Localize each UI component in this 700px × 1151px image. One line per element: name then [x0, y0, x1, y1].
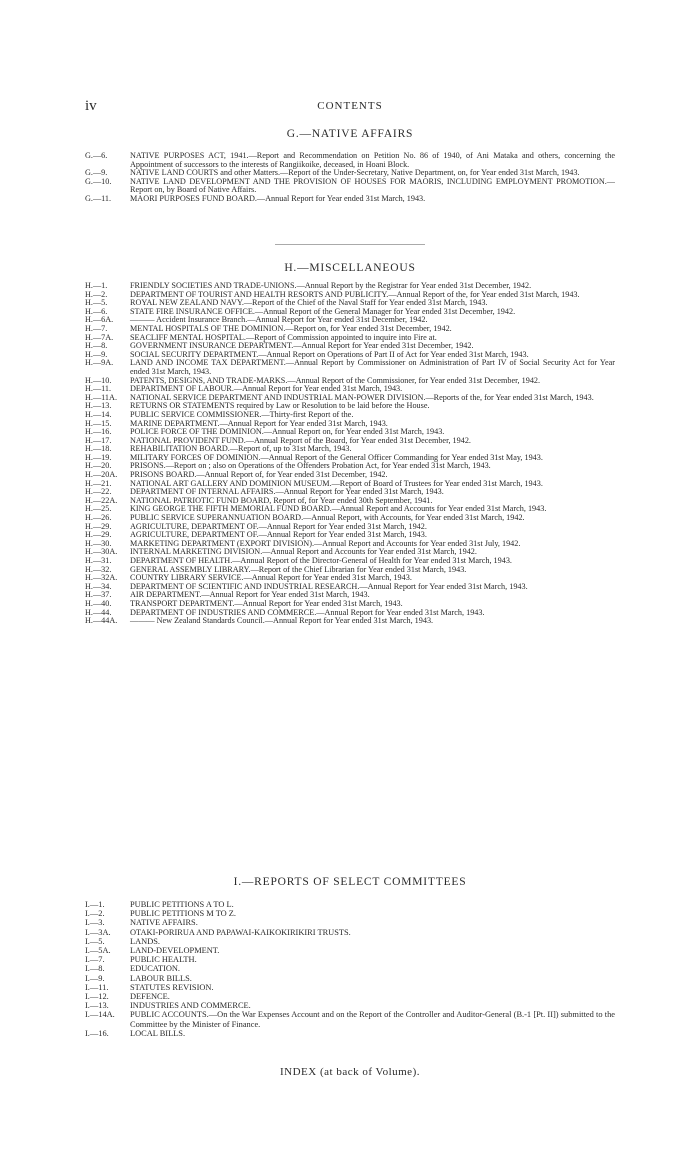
list-item: [85, 1010, 615, 1028]
entry-code: H.—2.: [85, 289, 108, 299]
entry-text: SEACLIFF MENTAL HOSPITAL.—Report of Commission appointed to inquire into Fire at.: [130, 332, 437, 342]
entry-code: H.—22A.: [85, 495, 118, 505]
entry-text: PUBLIC PETITIONS A TO L.: [130, 900, 234, 909]
section-h-entries: [85, 282, 615, 626]
entry-text: NATIONAL PROVIDENT FUND.—Annual Report of the Board, for Year ended 31st December, 1942.: [130, 435, 471, 445]
entry-text: AIR DEPARTMENT.—Annual Report for Year ended 31st March, 1943.: [130, 590, 370, 600]
entry-code: I.—9.: [85, 973, 105, 983]
running-head: CONTENTS: [317, 100, 383, 112]
entry-text: DEPARTMENT OF LABOUR.—Annual Report for Year ended 31st March, 1943.: [130, 384, 403, 394]
list-item: [85, 909, 615, 918]
entry-code: H.—6A.: [85, 315, 114, 325]
entry-text: POLICE FORCE OF THE DOMINION.—Annual Report on, for Year ended 31st March, 1943.: [130, 427, 445, 437]
list-item: [85, 1029, 615, 1038]
entry-text: NATIVE LAND COURTS and other Matters.—Report of the Under-Secretary, Native Department, on, for Year ended 31st March, 1943.: [130, 168, 580, 178]
section-divider: [275, 244, 425, 245]
entry-text: NATIONAL SERVICE DEPARTMENT AND INDUSTRIAL MAN-POWER DIVISION.—Reports of the, for Year ended 31st March, 1943.: [130, 392, 594, 402]
entry-code: H.—10.: [85, 375, 112, 385]
entry-code: G.—10.: [85, 176, 112, 186]
entry-code: H.—13.: [85, 401, 112, 411]
entry-code: H.—11.: [85, 384, 112, 394]
list-item: [85, 617, 615, 626]
entry-code: H.—7.: [85, 323, 108, 333]
entry-code: H.—37.: [85, 590, 112, 600]
entry-text: STATE FIRE INSURANCE OFFICE.—Annual Report of the General Manager for Year ended 31st December, 1942.: [130, 306, 516, 316]
entry-code: I.—5A.: [85, 946, 111, 956]
section-i-entries: [85, 900, 615, 1038]
entry-text: EDUCATION.: [130, 964, 181, 974]
entry-text: PUBLIC SERVICE SUPERANNUATION BOARD.—Annual Report, with Accounts, for Year ended 31st March, 1942.: [130, 513, 525, 523]
entry-code: I.—2.: [85, 909, 105, 919]
list-item: [85, 918, 615, 927]
entry-code: I.—11.: [85, 982, 109, 992]
entry-code: H.—5.: [85, 298, 108, 308]
entry-code: H.—44A.: [85, 616, 118, 626]
entry-text: GOVERNMENT INSURANCE DEPARTMENT.—Annual Report for Year ended 31st December, 1942.: [130, 341, 474, 351]
entry-code: G.—6.: [85, 151, 108, 160]
entry-text: NATIVE PURPOSES ACT, 1941.—Report and Recommendation on Petition No. 86 of 1940, of Ani Mataka and others, concerning the Appointment of successors to the interests of Rangiikoike, deceased, in Hoani Block.: [130, 151, 615, 169]
entry-text: MENTAL HOSPITALS OF THE DOMINION.—Report on, for Year ended 31st December, 1942.: [130, 323, 452, 333]
entry-text: ——— Accident Insurance Branch.—Annual Report for Year ended 31st December, 1942.: [130, 315, 428, 325]
entry-code: H.—26.: [85, 513, 112, 523]
list-item: [85, 955, 615, 964]
entry-code: H.—32A.: [85, 573, 118, 583]
entry-text: LAND-DEVELOPMENT.: [130, 946, 220, 956]
entry-code: I.—1.: [85, 900, 105, 909]
entry-text: AGRICULTURE, DEPARTMENT OF.—Annual Report for Year ended 31st March, 1942.: [130, 521, 427, 531]
entry-text: DEFENCE.: [130, 992, 170, 1002]
entry-text: INTERNAL MARKETING DIVISION.—Annual Report and Accounts for Year ended 31st March, 1942.: [130, 547, 477, 557]
entry-text: NATIONAL PATRIOTIC FUND BOARD, Report of, for Year ended 30th September, 1941.: [130, 495, 433, 505]
entry-text: DEPARTMENT OF TOURIST AND HEALTH RESORTS AND PUBLICITY.—Annual Report of the, for Year ended 31st March, 1943.: [130, 289, 580, 299]
entry-text: OTAKI-PORIRUA AND PAPAWAI-KAIKOKIRIKIRI TRUSTS.: [130, 927, 351, 937]
entry-text: PUBLIC SERVICE COMMISSIONER.—Thirty-first Report of the.: [130, 409, 354, 419]
list-item: [85, 195, 615, 204]
entry-text: LOCAL BILLS.: [130, 1028, 186, 1038]
list-item: [85, 937, 615, 946]
entry-text: NATIVE AFFAIRS.: [130, 918, 198, 928]
list-item: [85, 1001, 615, 1010]
entry-code: H.—6.: [85, 306, 108, 316]
entry-code: H.—11A.: [85, 392, 117, 402]
entry-code: I.—3.: [85, 918, 105, 928]
entry-code: I.—3A.: [85, 927, 111, 937]
section-title-i: I.—REPORTS OF SELECT COMMITTEES: [233, 876, 467, 888]
entry-text: MILITARY FORCES OF DOMINION.—Annual Report of the General Officer Commanding for Year ended 31st May, 1943.: [130, 452, 543, 462]
entry-code: H.—25.: [85, 504, 112, 514]
entry-text: REHABILITATION BOARD.—Report of, up to 31st March, 1943.: [130, 444, 352, 454]
list-item: [85, 359, 615, 376]
entry-text: PUBLIC ACCOUNTS.—On the War Expenses Account and on the Report of the Controller and Auditor-General (B.-1 [Pt. II]) submitted to the Committee by the Minister of Finance.: [130, 1010, 615, 1029]
list-item: [85, 983, 615, 992]
entry-code: H.—1.: [85, 281, 108, 290]
list-item: [85, 946, 615, 955]
entry-text: FRIENDLY SOCIETIES AND TRADE-UNIONS.—Annual Report by the Registrar for Year ended 31st December, 1942.: [130, 281, 532, 290]
entry-text: PRISONS.—Report on ; also on Operations of the Offenders Probation Act, for Year ended 31st March, 1943.: [130, 461, 491, 471]
entry-code: H.—22.: [85, 487, 112, 497]
entry-code: H.—20.: [85, 461, 112, 471]
entry-code: I.—13.: [85, 1001, 109, 1011]
entry-code: H.—18.: [85, 444, 112, 454]
entry-code: H.—34.: [85, 581, 112, 591]
entry-code: H.—40.: [85, 598, 112, 608]
section-title-g: G.—NATIVE AFFAIRS: [286, 128, 414, 140]
section-g-entries: [85, 152, 615, 204]
entry-text: GENERAL ASSEMBLY LIBRARY.—Report of the Chief Librarian for Year ended 31st March, 1943.: [130, 564, 467, 574]
entry-code: H.—30A.: [85, 547, 118, 557]
entry-code: H.—31.: [85, 556, 112, 565]
entry-code: H.—9A.: [85, 358, 114, 368]
entry-code: G.—11.: [85, 193, 112, 203]
entry-code: I.—16.: [85, 1028, 109, 1038]
entry-code: H.—9.: [85, 349, 108, 359]
entry-text: ROYAL NEW ZEALAND NAVY.—Report of the Chief of the Naval Staff for Year ended 31st March, 1943.: [130, 298, 488, 308]
entry-text: RETURNS OR STATEMENTS required by Law or Resolution to be laid before the House.: [130, 401, 430, 411]
entry-text: INDUSTRIES AND COMMERCE.: [130, 1001, 251, 1011]
entry-code: H.—21.: [85, 478, 112, 488]
entry-text: LAND AND INCOME TAX DEPARTMENT.—Annual Report by Commissioner on Administration of Part IV of Social Security Act for Year ended 31st March, 1943.: [130, 358, 615, 376]
entry-code: I.—14A.: [85, 1010, 115, 1020]
entry-text: NATIONAL ART GALLERY AND DOMINION MUSEUM.—Report of Board of Trustees for Year ended 31st March, 1943.: [130, 478, 543, 488]
entry-text: NATIVE LAND DEVELOPMENT AND THE PROVISION OF HOUSES FOR MAORIS, INCLUDING EMPLOYMENT PROMOTION.—Report on, by Board of Native Affairs.: [130, 176, 615, 195]
entry-text: PRISONS BOARD.—Annual Report of, for Year ended 31st December, 1942.: [130, 470, 388, 480]
entry-text: PATENTS, DESIGNS, AND TRADE-MARKS.—Annual Report of the Commissioner, for Year ended 31st December, 1942.: [130, 375, 541, 385]
entry-code: H.—29.: [85, 521, 112, 531]
entry-text: ——— New Zealand Standards Council.—Annual Report for Year ended 31st March, 1943.: [130, 616, 434, 626]
list-item: [85, 152, 615, 169]
entry-text: DEPARTMENT OF HEALTH.—Annual Report of the Director-General of Health for Year ended 31st March, 1943.: [130, 556, 512, 565]
entry-code: H.—17.: [85, 435, 112, 445]
index-note: INDEX (at back of Volume).: [280, 1066, 420, 1078]
list-item: [85, 178, 615, 195]
page-number: iv: [85, 98, 97, 114]
list-item: [85, 964, 615, 973]
page-header: [85, 98, 615, 114]
entry-code: H.—29.: [85, 530, 112, 540]
entry-code: H.—14.: [85, 409, 112, 419]
list-item: [85, 974, 615, 983]
entry-text: DEPARTMENT OF SCIENTIFIC AND INDUSTRIAL RESEARCH.—Annual Report for Year ended 31st March, 1943.: [130, 581, 528, 591]
list-item: [85, 992, 615, 1001]
entry-text: COUNTRY LIBRARY SERVICE.—Annual Report for Year ended 31st March, 1943.: [130, 573, 412, 583]
entry-text: AGRICULTURE, DEPARTMENT OF.—Annual Report for Year ended 31st March, 1943.: [130, 530, 427, 540]
entry-text: MARKETING DEPARTMENT (EXPORT DIVISION).—Annual Report and Accounts for Year ended 31st July, 1942.: [130, 538, 521, 548]
entry-text: SOCIAL SECURITY DEPARTMENT.—Annual Report on Operations of Part II of Act for Year ended 31st March, 1943.: [130, 349, 529, 359]
list-item: [85, 900, 615, 909]
list-item: [85, 928, 615, 937]
entry-code: I.—8.: [85, 964, 105, 974]
entry-text: MAORI PURPOSES FUND BOARD.—Annual Report for Year ended 31st March, 1943.: [130, 193, 426, 203]
entry-code: I.—12.: [85, 992, 109, 1002]
entry-code: H.—16.: [85, 427, 112, 437]
entry-code: H.—44.: [85, 607, 112, 617]
entry-code: H.—30.: [85, 538, 112, 548]
entry-text: LANDS.: [130, 936, 161, 946]
entry-text: PUBLIC PETITIONS M TO Z.: [130, 909, 237, 919]
entry-text: KING GEORGE THE FIFTH MEMORIAL FUND BOARD.—Annual Report and Accounts for Year ended 31st March, 1943.: [130, 504, 547, 514]
entry-text: LABOUR BILLS.: [130, 973, 192, 983]
section-title-h: H.—MISCELLANEOUS: [284, 262, 416, 274]
entry-text: DEPARTMENT OF INDUSTRIES AND COMMERCE.—Annual Report for Year ended 31st March, 1943.: [130, 607, 485, 617]
entry-code: H.—19.: [85, 452, 112, 462]
entry-code: I.—5.: [85, 936, 105, 946]
entry-code: G.—9.: [85, 168, 108, 178]
entry-text: MARINE DEPARTMENT.—Annual Report for Year ended 31st March, 1943.: [130, 418, 388, 428]
entry-code: H.—15.: [85, 418, 112, 428]
entry-code: H.—8.: [85, 341, 108, 351]
entry-text: DEPARTMENT OF INTERNAL AFFAIRS.—Annual Report for Year ended 31st March, 1943.: [130, 487, 444, 497]
entry-text: PUBLIC HEALTH.: [130, 955, 197, 965]
entry-code: H.—20A.: [85, 470, 118, 480]
entry-text: TRANSPORT DEPARTMENT.—Annual Report for Year ended 31st March, 1943.: [130, 598, 403, 608]
entry-code: H.—7A.: [85, 332, 114, 342]
entry-code: H.—32.: [85, 564, 112, 574]
entry-code: I.—7.: [85, 955, 105, 965]
entry-text: STATUTES REVISION.: [130, 982, 214, 992]
